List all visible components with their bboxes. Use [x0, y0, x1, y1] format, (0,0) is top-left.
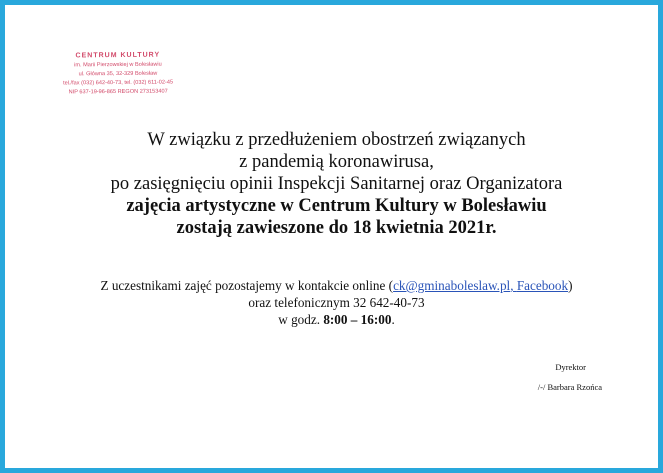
- notice-headline: zajęcia artystyczne w Centrum Kultury w Bolesławiu: [126, 196, 547, 216]
- signature-name: /-/ Barbara Rzońca: [537, 382, 602, 392]
- facebook-link[interactable]: Facebook: [516, 278, 569, 293]
- contact-hours-line: [5, 311, 663, 328]
- notice-line: W związku z przedłużeniem obostrzeń związanych: [147, 130, 526, 150]
- contact-phone-line: oraz telefonicznym 32 642-40-73: [248, 295, 425, 310]
- signature-block: [538, 362, 602, 393]
- contact-suffix: ): [568, 278, 573, 293]
- hours-prefix: w godz.: [278, 312, 324, 327]
- notice-headline: zostają zawieszone do 18 kwietnia 2021r.: [176, 218, 497, 238]
- notice-line: z pandemią koronawirusa,: [239, 152, 434, 172]
- institution-stamp: [50, 50, 186, 97]
- hours-value: 8:00 – 16:00: [323, 312, 392, 327]
- hours-suffix: .: [391, 312, 395, 327]
- contact-prefix: Z uczestnikami zajęć pozostajemy w kontakcie online (: [100, 278, 394, 293]
- signature-role: Dyrektor: [555, 362, 586, 372]
- link-separator: ,: [510, 278, 517, 293]
- notice-text: [5, 129, 663, 239]
- contact-info: [5, 277, 663, 328]
- stamp-line: tel./fax (032) 642-40-73, tel. (032) 611-02-45: [63, 79, 174, 87]
- email-link[interactable]: ck@gminaboleslaw.pl: [393, 278, 511, 293]
- notice-line: po zasięgnięciu opinii Inspekcji Sanitarnej oraz Organizatora: [110, 174, 563, 194]
- stamp-line: ul. Główna 35, 32-329 Bolesław: [78, 70, 158, 78]
- stamp-line: im. Marii Pierzowskiej w Bolesławiu: [74, 61, 162, 69]
- stamp-line: NIP 637-19-96-865 REGON 273153407: [68, 88, 168, 96]
- contact-online-line: [5, 277, 663, 294]
- stamp-title: CENTRUM KULTURY: [75, 51, 161, 60]
